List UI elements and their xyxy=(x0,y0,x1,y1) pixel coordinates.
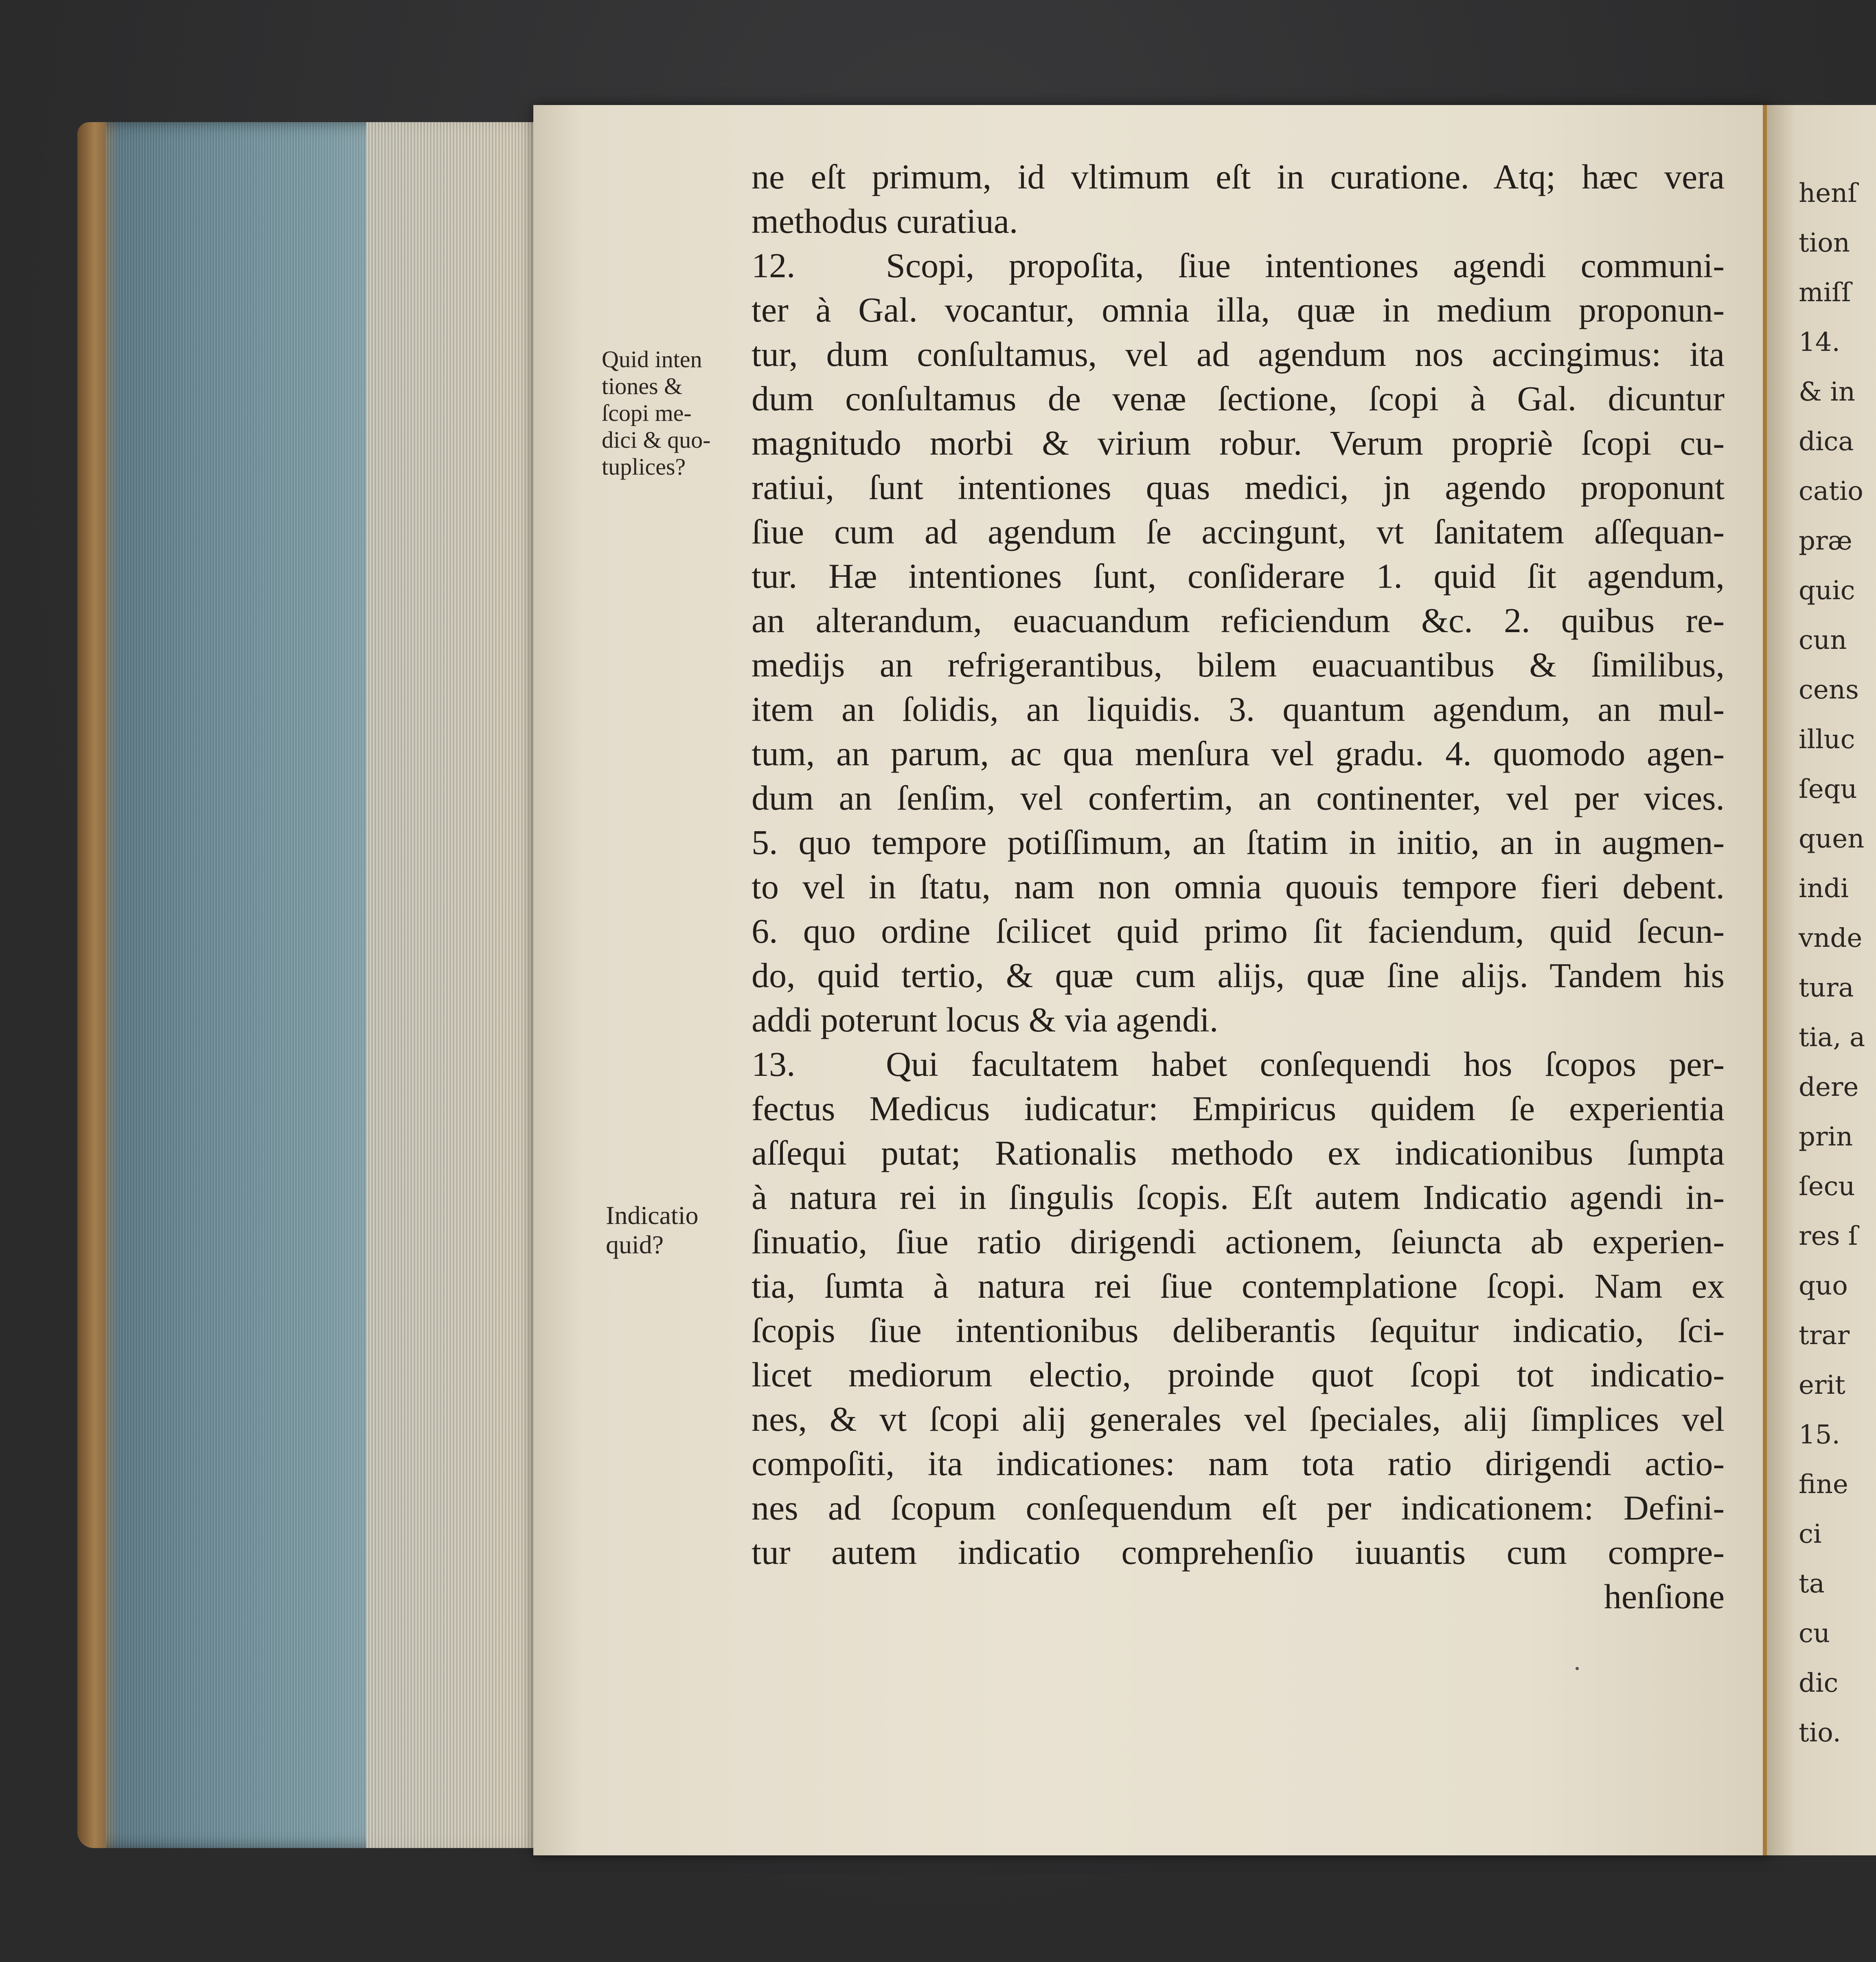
text-line: Qui facultatem habet conſequendi hos ſcopos per- xyxy=(886,1045,1725,1084)
facing-page-fragment: dica xyxy=(1799,427,1854,457)
margin-note-line: ſcopi me- xyxy=(602,400,692,426)
margin-note-line: quid? xyxy=(606,1230,664,1259)
section-number: 12. xyxy=(752,246,796,285)
facing-page-fragment: tura xyxy=(1799,973,1854,1003)
binding-edge xyxy=(77,122,106,1848)
text-line: do, quid tertio, & quæ cum alijs, quæ ſine alijs. Tandem his xyxy=(752,956,1725,995)
margin-note-line: tiones & xyxy=(602,373,683,399)
catchword: henſione xyxy=(1604,1577,1725,1616)
text-line: 5. quo tempore potiſſimum, an ſtatim in initio, an in augmen- xyxy=(752,823,1725,862)
paragraph-12 xyxy=(752,243,1725,288)
margin-note-line: Indicatio xyxy=(606,1201,699,1230)
facing-page xyxy=(1763,105,1876,1855)
facing-page-fragment: ſequ xyxy=(1799,774,1857,804)
facing-page-fragment: quo xyxy=(1799,1271,1848,1301)
facing-page-fragment: catio xyxy=(1799,476,1863,506)
text-line: magnitudo morbi & virium robur. Verum propriè ſcopi cu- xyxy=(752,423,1725,462)
text-line: to vel in ſtatu, nam non omnia quouis tempore fieri debent. xyxy=(752,867,1725,906)
paragraph-13 xyxy=(752,1042,1725,1086)
facing-page-fragment: tion xyxy=(1799,228,1850,258)
ink-speck xyxy=(1576,1667,1579,1670)
text-line: tum, an parum, ac qua menſura vel gradu. 4. quomodo agen- xyxy=(752,734,1725,773)
text-line: ter à Gal. vocantur, omnia illa, quæ in medium proponun- xyxy=(752,290,1725,329)
facing-page-fragment: dic xyxy=(1799,1668,1839,1698)
facing-page-fragment: tia, a xyxy=(1799,1023,1865,1053)
facing-page-fragment: vnde xyxy=(1799,923,1863,953)
text-line: tia, ſumta à natura rei ſiue contemplatione ſcopi. Nam ex xyxy=(752,1266,1725,1305)
text-line: ſinuatio, ſiue ratio dirigendi actionem, ſeiuncta ab experien- xyxy=(752,1222,1725,1261)
text-line: compoſiti, ita indicationes: nam tota ratio dirigendi actio- xyxy=(752,1444,1725,1483)
text-line: methodus curatiua. xyxy=(752,201,1018,241)
facing-page-fragment: illuc xyxy=(1799,725,1855,755)
facing-page-fragment: dere xyxy=(1799,1072,1859,1102)
facing-page-fragment: fine xyxy=(1799,1469,1848,1500)
facing-page-fragment: cu xyxy=(1799,1618,1830,1649)
text-line: licet mediorum electio, proinde quot ſcopi tot indicatio- xyxy=(752,1355,1725,1394)
facing-page-fragment: ci xyxy=(1799,1519,1822,1549)
facing-page-fragment: cens xyxy=(1799,675,1859,705)
text-line: addi poterunt locus & via agendi. xyxy=(752,1000,1219,1039)
facing-page-fragment: trar xyxy=(1799,1320,1850,1351)
text-line: dum conſultamus de venæ ſectione, ſcopi à Gal. dicuntur xyxy=(752,379,1725,418)
text-line: an alterandum, euacuandum reficiendum &c. 2. quibus re- xyxy=(752,601,1725,640)
text-line: nes ad ſcopum conſequendum eſt per indicationem: Defini- xyxy=(752,1488,1725,1527)
section-number: 13. xyxy=(752,1045,796,1084)
facing-page-fragment: indi xyxy=(1799,874,1849,904)
text-line: medijs an refrigerantibus, bilem euacuantibus & ſimilibus, xyxy=(752,645,1725,684)
text-line: 6. quo ordine ſcilicet quid primo ſit faciendum, quid ſecun- xyxy=(752,911,1725,950)
margin-note-line: tuplices? xyxy=(602,453,686,480)
facing-page-fragment: res ſ xyxy=(1799,1221,1858,1251)
facing-page-fragment: erit xyxy=(1799,1370,1845,1400)
text-line: dum an ſenſim, vel confertim, an continenter, vel per vices. xyxy=(752,778,1725,817)
text-line: fectus Medicus iudicatur: Empiricus quidem ſe experientia xyxy=(752,1089,1725,1128)
text-line: tur. Hæ intentiones ſunt, conſiderare 1. quid ſit agendum, xyxy=(752,556,1725,596)
text-line: tur autem indicatio comprehenſio iuuantis cum compre- xyxy=(752,1533,1725,1572)
text-line: ratiui, ſunt intentiones quas medici, jn agendo proponunt xyxy=(752,468,1725,507)
text-line: nes, & vt ſcopi alij generales vel ſpeciales, alij ſimplices vel xyxy=(752,1399,1725,1439)
facing-page-fragment: miſſ xyxy=(1799,278,1851,308)
book-fore-edge xyxy=(77,122,537,1848)
text-line: tur, dum conſultamus, vel ad agendum nos accingimus: ita xyxy=(752,335,1725,374)
facing-page-fragment: quen xyxy=(1799,824,1865,854)
margin-note-indicatio xyxy=(606,1201,698,1259)
facing-page-fragment: henſ xyxy=(1799,178,1857,208)
text-line: Scopi, propoſita, ſiue intentiones agendi communi- xyxy=(886,246,1725,285)
facing-page-fragment: tio. xyxy=(1799,1718,1841,1748)
facing-page-fragment: ſecu xyxy=(1799,1172,1855,1202)
text-line: ne eſt primum, id vltimum eſt in curatione. Atq; hæc vera xyxy=(752,157,1725,196)
margin-note-intentions xyxy=(602,346,710,480)
text-line: item an ſolidis, an liquidis. 3. quantum agendum, an mul- xyxy=(752,690,1725,729)
text-line: ſcopis ſiue intentionibus deliberantis ſequitur indicatio, ſci- xyxy=(752,1311,1725,1350)
margin-note-line: dici & quo- xyxy=(602,427,711,453)
page-stack xyxy=(366,122,537,1848)
text-line: ſiue cum ad agendum ſe accingunt, vt ſanitatem aſſequan- xyxy=(752,512,1725,551)
facing-page-fragment: cun xyxy=(1799,625,1847,655)
body-text xyxy=(752,155,1725,1619)
facing-page-fragment: & in xyxy=(1799,377,1855,407)
text-line: à natura rei in ſingulis ſcopis. Eſt autem Indicatio agendi in- xyxy=(752,1178,1725,1217)
facing-page-fragment: quic xyxy=(1799,576,1855,606)
facing-page-fragment: præ xyxy=(1799,526,1852,556)
facing-page-fragment: ta xyxy=(1799,1569,1825,1599)
margin-note-line: Quid inten xyxy=(602,346,702,372)
facing-page-fragment: prin xyxy=(1799,1122,1853,1152)
text-line: aſſequi putat; Rationalis methodo ex indicationibus ſumpta xyxy=(752,1133,1725,1172)
facing-page-fragment: 14. xyxy=(1799,327,1840,357)
facing-page-fragment: 15. xyxy=(1799,1420,1840,1450)
